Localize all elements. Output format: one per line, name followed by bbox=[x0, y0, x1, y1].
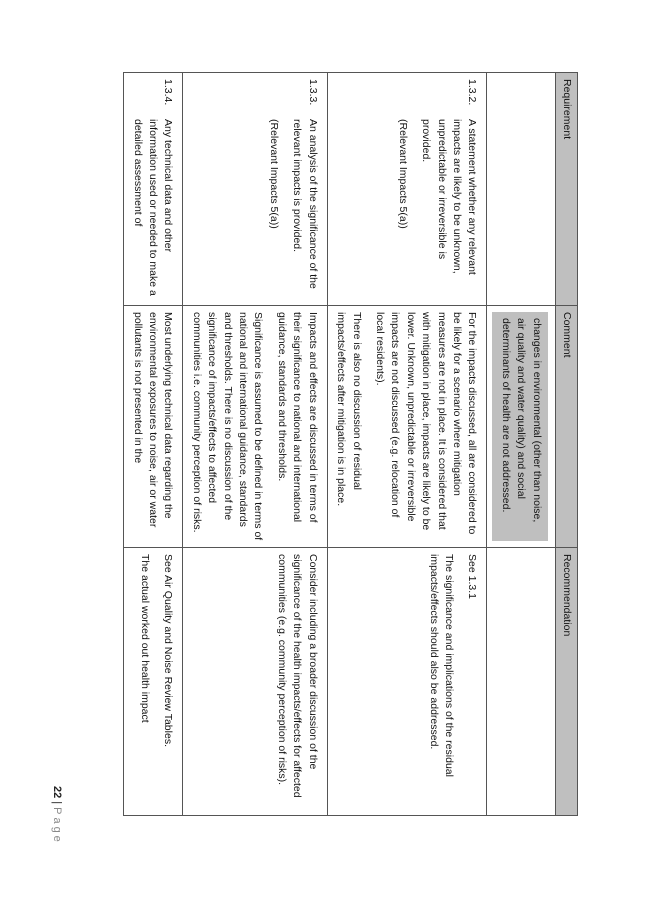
requirement-text: An analysis of the significance of the relevant impacts is provided. bbox=[291, 119, 319, 289]
table-row bbox=[183, 73, 327, 816]
requirement-text: Any technical data and other information used or needed to make a detailed assessment of bbox=[131, 119, 175, 296]
comment-cell bbox=[487, 306, 555, 548]
requirement-cell bbox=[487, 73, 555, 306]
comment-text: Most underlying technical data regarding the environmental exposures to noise, air or water pollutants is not presented in the bbox=[131, 312, 175, 528]
recommendation-cell bbox=[183, 548, 327, 816]
requirement-reference: (Relevant Impacts 5(a)) bbox=[396, 119, 409, 229]
requirement-reference: (Relevant Impacts 5(a)) bbox=[267, 119, 280, 229]
comment-text: For the impacts discussed, all are considered to be likely for a scenario where mitigation measures are not in place. It is considered that with mitigation in place, impacts are likely to be lower. Unknown, unpredictable or irreversible impacts are not discussed (e.g. relocation of local residents). bbox=[373, 312, 479, 535]
header-comment: Comment bbox=[555, 306, 577, 548]
page-footer bbox=[51, 786, 63, 845]
requirement-number: 1.3.4. bbox=[162, 79, 175, 106]
footer-separator: | bbox=[51, 801, 63, 805]
requirement-text: A statement whether any relevant impacts are likely to be unknown, unpredictable or irreversible is provided. bbox=[420, 119, 479, 275]
recommendation-cell bbox=[487, 548, 555, 816]
page-label: Page bbox=[51, 807, 63, 845]
comment-cell bbox=[124, 306, 183, 548]
requirement-cell bbox=[327, 73, 487, 306]
header-recommendation: Recommendation bbox=[555, 548, 577, 816]
table-row bbox=[124, 73, 183, 816]
recommendation-text: Consider including a broader discussion of the significance of the health impacts/effects for affected communities (e.g. community perception of risks). bbox=[275, 554, 319, 798]
requirement-number: 1.3.3. bbox=[306, 79, 319, 106]
comment-cell bbox=[183, 306, 327, 548]
requirement-cell bbox=[124, 73, 183, 306]
requirement-number: 1.3.2. bbox=[466, 79, 479, 106]
comment-text: Significance is assumed to be defined in terms of national and international guidance, standards and thresholds. There is no discussion of the significance of impacts/effects to affected communities i.e. community perception of risks. bbox=[190, 312, 265, 541]
recommendation-text: See 1.3.1 bbox=[466, 554, 479, 599]
comment-text: Impacts and effects are discussed in terms of their significance to national and international guidance, standards and thresholds. bbox=[275, 312, 319, 523]
recommendation-text: The significance and implications of the residual impacts/effects should also be addressed. bbox=[427, 554, 455, 777]
page-number: 22 bbox=[51, 786, 63, 799]
comment-text: changes in environmental (other than noise, air quality and water quality) and social determinants of health are not addressed. bbox=[492, 312, 547, 541]
recommendation-cell bbox=[327, 548, 487, 816]
table-row bbox=[487, 73, 555, 816]
header-requirement: Requirement bbox=[555, 73, 577, 306]
table-row bbox=[327, 73, 487, 816]
comment-cell bbox=[327, 306, 487, 548]
recommendation-text: See Air Quality and Noise Review Tables. bbox=[162, 554, 175, 747]
recommendation-text: The actual worked out health impact bbox=[139, 554, 152, 723]
table-header-row bbox=[555, 73, 577, 816]
review-table-container bbox=[70, 72, 578, 815]
requirement-cell bbox=[183, 73, 327, 306]
review-table bbox=[123, 72, 578, 816]
comment-text: There is also no discussion of residual impacts/effects after mitigation is in place. bbox=[335, 312, 363, 507]
recommendation-cell bbox=[124, 548, 183, 816]
